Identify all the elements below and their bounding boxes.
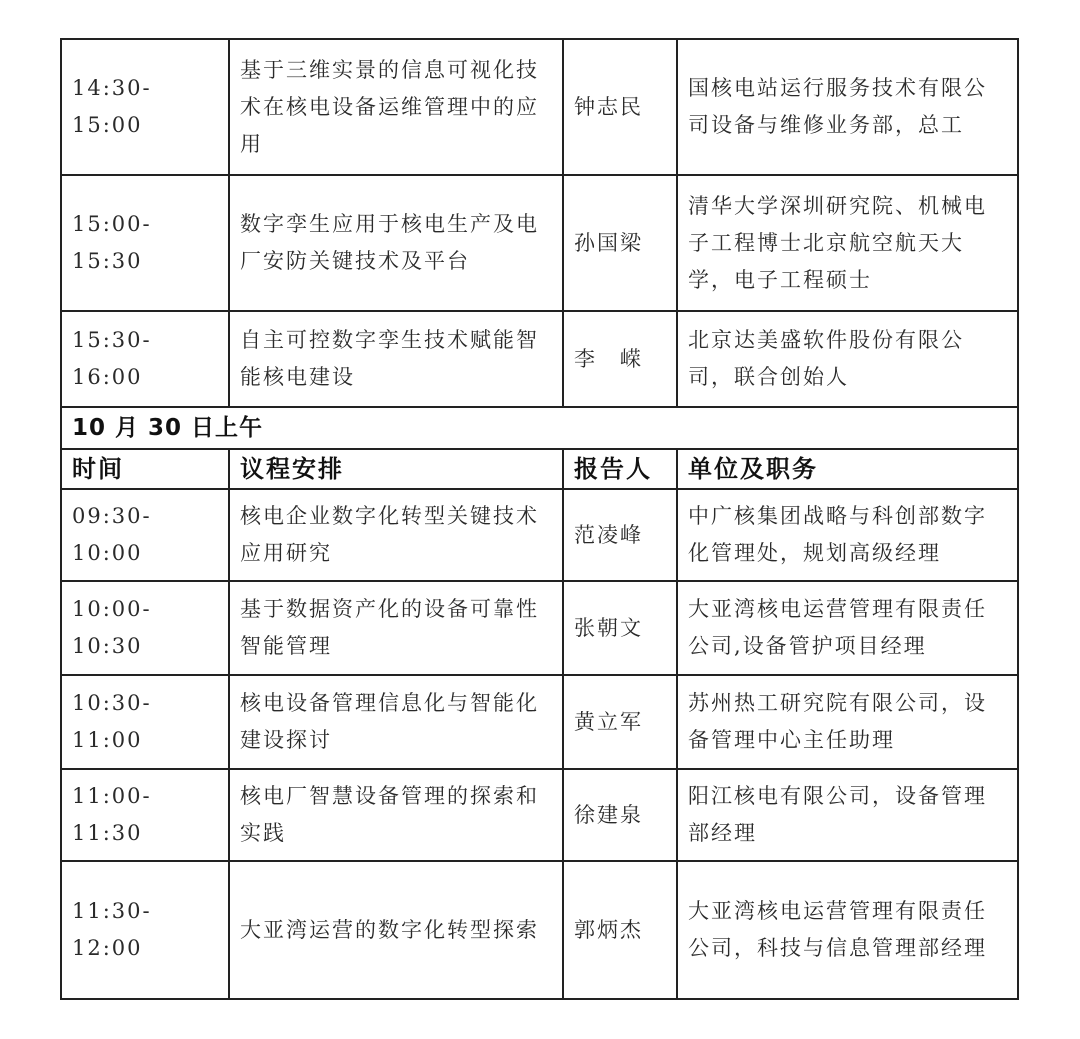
speaker-cell: 黄立军 <box>563 675 677 769</box>
topic-cell: 大亚湾运营的数字化转型探索 <box>229 861 563 999</box>
speaker-cell: 李 嵘 <box>563 311 677 407</box>
table-row <box>61 175 1018 311</box>
section-title: 10 月 30 日上午 <box>61 407 1018 449</box>
speaker-cell: 徐建泉 <box>563 769 677 861</box>
table-row <box>61 769 1018 861</box>
affiliation-cell: 阳江核电有限公司，设备管理部经理 <box>677 769 1018 861</box>
header-row <box>61 449 1018 489</box>
topic-cell: 核电设备管理信息化与智能化建设探讨 <box>229 675 563 769</box>
affiliation-cell: 清华大学深圳研究院、机械电子工程博士北京航空航天大学，电子工程硕士 <box>677 175 1018 311</box>
topic-cell: 基于三维实景的信息可视化技术在核电设备运维管理中的应用 <box>229 39 563 175</box>
table-row <box>61 581 1018 675</box>
affiliation-cell: 大亚湾核电运营管理有限责任公司，科技与信息管理部经理 <box>677 861 1018 999</box>
affiliation-cell: 大亚湾核电运营管理有限责任公司,设备管护项目经理 <box>677 581 1018 675</box>
time-cell: 10:30-11:00 <box>61 675 229 769</box>
affiliation-cell: 北京达美盛软件股份有限公司，联合创始人 <box>677 311 1018 407</box>
topic-cell: 自主可控数字孪生技术赋能智能核电建设 <box>229 311 563 407</box>
affiliation-cell: 中广核集团战略与科创部数字化管理处，规划高级经理 <box>677 489 1018 581</box>
speaker-cell: 范凌峰 <box>563 489 677 581</box>
agenda-table <box>60 38 1019 1000</box>
table-row <box>61 861 1018 999</box>
time-cell: 15:00-15:30 <box>61 175 229 311</box>
time-cell: 11:00-11:30 <box>61 769 229 861</box>
header-affiliation: 单位及职务 <box>677 449 1018 489</box>
affiliation-cell: 苏州热工研究院有限公司，设备管理中心主任助理 <box>677 675 1018 769</box>
time-cell: 14:30-15:00 <box>61 39 229 175</box>
table-row <box>61 39 1018 175</box>
speaker-cell: 钟志民 <box>563 39 677 175</box>
time-cell: 15:30-16:00 <box>61 311 229 407</box>
time-cell: 10:00-10:30 <box>61 581 229 675</box>
speaker-cell: 孙国梁 <box>563 175 677 311</box>
topic-cell: 基于数据资产化的设备可靠性智能管理 <box>229 581 563 675</box>
topic-cell: 数字孪生应用于核电生产及电厂安防关键技术及平台 <box>229 175 563 311</box>
time-cell: 09:30-10:00 <box>61 489 229 581</box>
table-row <box>61 311 1018 407</box>
table-row <box>61 675 1018 769</box>
speaker-cell: 张朝文 <box>563 581 677 675</box>
affiliation-cell: 国核电站运行服务技术有限公司设备与维修业务部，总工 <box>677 39 1018 175</box>
topic-cell: 核电企业数字化转型关键技术应用研究 <box>229 489 563 581</box>
header-time: 时间 <box>61 449 229 489</box>
section-row <box>61 407 1018 449</box>
speaker-cell: 郭炳杰 <box>563 861 677 999</box>
topic-cell: 核电厂智慧设备管理的探索和实践 <box>229 769 563 861</box>
time-cell: 11:30-12:00 <box>61 861 229 999</box>
table-row <box>61 489 1018 581</box>
header-speaker: 报告人 <box>563 449 677 489</box>
header-topic: 议程安排 <box>229 449 563 489</box>
